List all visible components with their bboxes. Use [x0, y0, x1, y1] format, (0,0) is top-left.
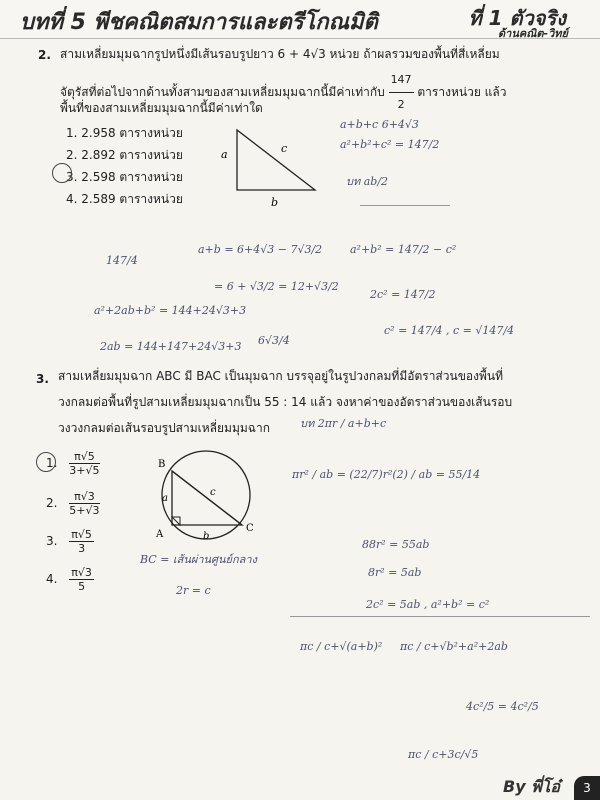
- q3-circle-triangle-figure: [148, 445, 260, 545]
- q2-line2b: ตารางหน่วย แล้ว: [417, 85, 507, 99]
- q2-line2a: จัตุรัสที่ต่อไปจากด้านทั้งสามของสามเหลี่ยมมุมฉากนี้มีค่าเท่ากับ: [60, 85, 385, 99]
- label-b: b: [271, 196, 279, 209]
- circumscribed-circle: [162, 451, 250, 539]
- q3-choice-4-label: 4.: [46, 572, 58, 586]
- q2-choice-3: 3. 2.598 ตารางหน่วย: [66, 170, 183, 184]
- hypotenuse: [172, 471, 242, 525]
- q2-frac-num: 147: [389, 68, 414, 93]
- q3-work-7: 2c² = 5ab , a²+b² = c²: [366, 598, 490, 611]
- label-B: B: [158, 459, 166, 470]
- label-b: b: [203, 531, 210, 542]
- q2-fraction: [389, 68, 414, 117]
- q2-choice-4: 4. 2.589 ตารางหน่วย: [66, 192, 183, 206]
- divider-line: [290, 616, 590, 617]
- q2-frac-den: 2: [397, 98, 405, 111]
- q2-line3: พื้นที่ของสามเหลี่ยมมุมฉากนี้มีค่าเท่าใด: [60, 101, 263, 115]
- q2-work-10: 2ab = 144+147+24√3+3: [100, 340, 242, 353]
- label-c: c: [281, 142, 288, 155]
- q2-work-5: = 6 + √3/2 = 12+√3/2: [214, 280, 339, 293]
- q3-choice-4-frac: [69, 566, 94, 593]
- q2-work-2: a²+b²+c² = 147/2: [340, 138, 440, 151]
- q3-work-6: 8r² = 5ab: [368, 566, 422, 579]
- q2-work-3: บท ab/2: [346, 175, 389, 188]
- q2-line1: สามเหลี่ยมมุมฉากรูปหนึ่งมีเส้นรอบรูปยาว 6 + 4√3 หน่วย ถ้าผลรวมของพื้นที่สี่เหลี่ยม: [60, 47, 500, 61]
- q3-choice-2: [46, 490, 100, 517]
- label-A: A: [156, 529, 164, 540]
- q2-work-11: 147/4: [106, 254, 138, 267]
- chapter-title: บทที่ 5 พีชคณิตสมการและตรีโกณมิติ: [20, 10, 378, 35]
- label-a: a: [221, 148, 228, 161]
- q3-choice-4: [46, 566, 94, 593]
- q2-work-12: 6√3/4: [258, 334, 290, 347]
- label-C: C: [246, 523, 254, 534]
- q3-choice-4-den: 5: [78, 580, 86, 593]
- q3-work-11: πc / c+3c/√5: [408, 748, 479, 761]
- q3-choice-2-label: 2.: [46, 496, 58, 510]
- q2-choice-2: 2. 2.892 ตารางหน่วย: [66, 148, 183, 162]
- q2-work-6: a²+b² = 147/2 − c²: [350, 243, 457, 256]
- label-a: a: [162, 493, 168, 504]
- q3-choice-4-num: π√3: [71, 566, 92, 579]
- q3-work-9: πc / c+√b²+a²+2ab: [400, 640, 508, 653]
- q3-choice-1-num: π√5: [69, 450, 99, 464]
- q3-work-1: บท 2πr / a+b+c: [300, 417, 387, 430]
- q3-choice-2-den: 5+√3: [69, 504, 100, 517]
- q3-choice-2-num: π√3: [69, 490, 99, 504]
- q3-choice-1-den: 3+√5: [69, 464, 100, 477]
- q2-right-triangle-figure: [215, 120, 325, 210]
- q3-line2: วงกลมต่อพื้นที่รูปสามเหลี่ยมมุมฉากเป็น 55 : 14 แล้ว จงหาค่าของอัตราส่วนของเส้นรอบ: [58, 395, 513, 409]
- q2-work-1: a+b+c 6+4√3: [340, 118, 419, 131]
- q3-choice-3-den: 3: [78, 542, 86, 555]
- q2-work-9: a²+2ab+b² = 144+24√3+3: [94, 304, 247, 317]
- label-c: c: [210, 487, 216, 498]
- q2-work-4: a+b = 6+4√3 − 7√3/2: [198, 243, 323, 256]
- q3-line3: วงวงกลมต่อเส้นรอบรูปสามเหลี่ยมมุมฉาก: [58, 421, 270, 435]
- q3-work-5: 88r² = 55ab: [362, 538, 430, 551]
- q3-work-4: 2r = c: [176, 584, 211, 597]
- q3-choice-3-num: π√5: [71, 528, 92, 541]
- page-number: 3: [574, 776, 600, 800]
- footer-brand: By พี่โอ๋: [503, 777, 560, 796]
- q3-work-10: 4c²/5 = 4c²/5: [466, 700, 539, 713]
- q2-work-8: c² = 147/4 , c = √147/4: [384, 324, 515, 337]
- q3-choice-3-label: 3.: [46, 534, 58, 548]
- q3-work-3: BC = เส้นผ่านศูนย์กลาง: [140, 553, 257, 566]
- series-title: ที่ 1 ตัวจริง: [468, 6, 566, 30]
- q3-number: 3.: [36, 372, 49, 386]
- triangle-shape: [237, 130, 315, 190]
- q3-work-8: πc / c+√(a+b)²: [300, 640, 383, 653]
- q2-work-7: 2c² = 147/2: [370, 288, 436, 301]
- answer-circle-mark: [52, 163, 72, 183]
- series-subtitle: ด้านคณิต-วิทย์: [498, 27, 568, 40]
- q2-choice-1: 1. 2.958 ตารางหน่วย: [66, 126, 183, 140]
- q3-choice-1-frac: [69, 450, 99, 477]
- q3-line1: สามเหลี่ยมมุมฉาก ABC มี BAC เป็นมุมฉาก บรรจุอยู่ในรูปวงกลมที่มีอัตราส่วนของพื้นที่: [58, 369, 503, 383]
- page-header: [0, 0, 600, 39]
- q3-choice-3-frac: [69, 528, 94, 555]
- q3-choice-1-label: 1.: [46, 456, 58, 470]
- answer-circle-mark: [36, 452, 56, 472]
- q3-choice-3: [46, 528, 94, 555]
- q2-number: 2.: [38, 48, 51, 62]
- q3-work-2: πr² / ab = (22/7)r²(2) / ab = 55/14: [292, 468, 481, 481]
- divider-line: [360, 205, 450, 206]
- q3-choice-2-frac: [69, 490, 99, 517]
